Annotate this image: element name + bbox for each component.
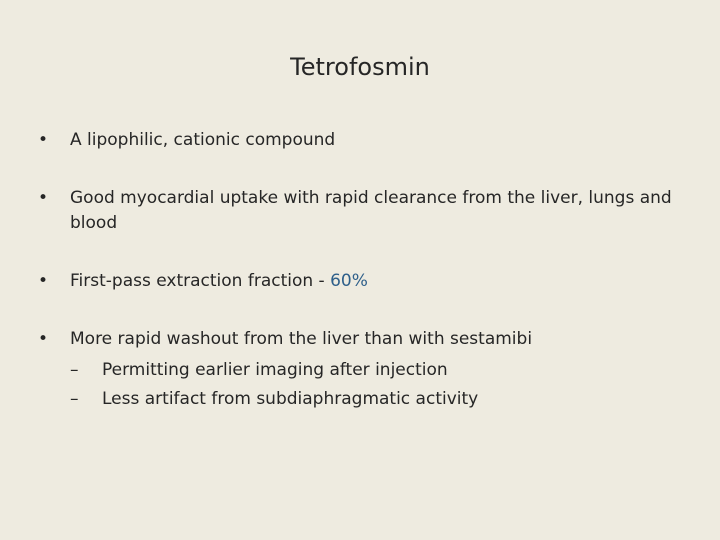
extraction-fraction-value: 60% — [330, 271, 368, 291]
bullet-marker: • — [38, 271, 49, 291]
bullet-marker: • — [38, 329, 49, 349]
sub-bullet-list — [70, 356, 676, 414]
bullet-marker: • — [38, 188, 49, 208]
bullet-marker: • — [38, 130, 49, 150]
bullet-item — [36, 186, 676, 236]
bullet-list — [36, 128, 676, 414]
bullet-text: More rapid washout from the liver than with sestamibi — [70, 329, 533, 349]
sub-bullet-text: Permitting earlier imaging after injection — [102, 360, 448, 380]
bullet-item — [36, 128, 676, 153]
bullet-text: A lipophilic, cationic compound — [70, 130, 336, 150]
bullet-item — [36, 269, 676, 294]
sub-bullet-text: Less artifact from subdiaphragmatic activity — [102, 389, 479, 409]
bullet-item — [36, 327, 676, 414]
sub-bullet-item — [70, 356, 676, 385]
bullet-text: First-pass extraction fraction - — [70, 271, 331, 291]
slide-title: Tetrofosmin — [290, 53, 430, 81]
sub-bullet-marker: – — [70, 389, 79, 409]
sub-bullet-item — [70, 385, 676, 414]
bullet-text: Good myocardial uptake with rapid clearance from the liver, lungs and blood — [70, 188, 672, 233]
sub-bullet-marker: – — [70, 360, 79, 380]
